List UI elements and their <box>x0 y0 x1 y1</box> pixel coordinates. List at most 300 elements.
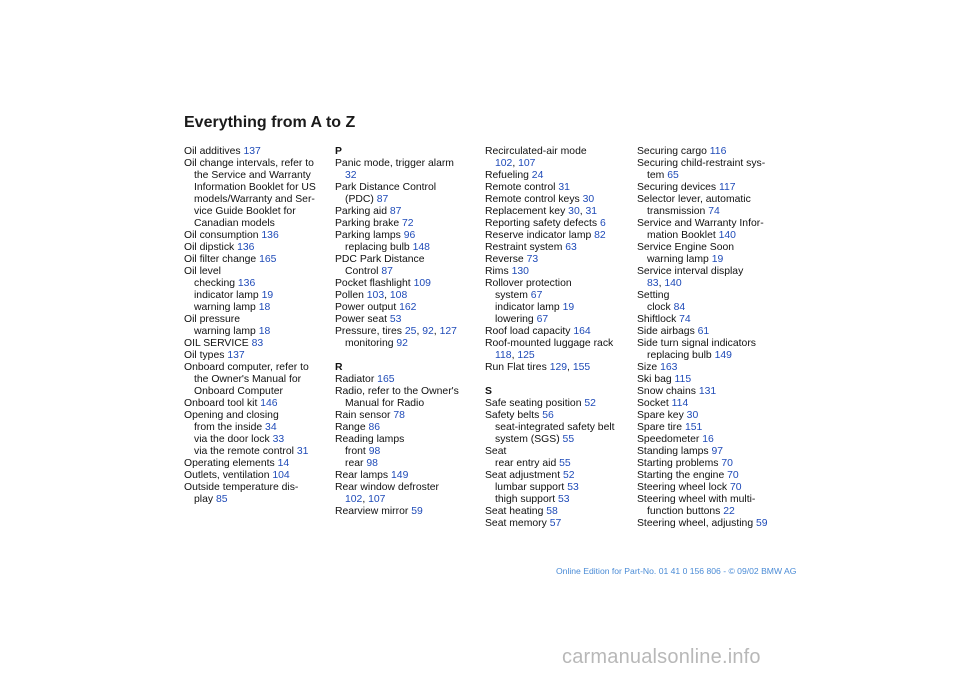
index-term: Seat memory <box>485 518 550 529</box>
index-entry <box>637 386 787 398</box>
page-ref-link[interactable]: 107 <box>518 158 536 169</box>
index-term: warning lamp <box>194 326 259 337</box>
index-entry <box>335 506 485 518</box>
index-term: Ski bag <box>637 374 675 385</box>
page-ref-link[interactable]: 19 <box>711 254 724 265</box>
page-ref-link[interactable]: 103 <box>366 290 385 301</box>
page-ref-link[interactable]: 74 <box>679 314 691 325</box>
index-term: the Service and Warranty <box>194 170 311 181</box>
page-ref-link[interactable]: 52 <box>584 398 596 409</box>
index-subentry <box>637 254 787 266</box>
index-entry <box>637 242 787 254</box>
index-term: Oil additives <box>184 146 244 157</box>
index-entry <box>485 170 635 182</box>
page-ref-link[interactable]: 149 <box>714 350 732 361</box>
index-subentry <box>335 398 485 410</box>
index-entry <box>485 338 635 350</box>
page-ref-separator: , <box>362 494 369 505</box>
index-entry <box>637 458 787 470</box>
page-ref-separator: , <box>512 158 519 169</box>
page-ref-link[interactable]: 137 <box>243 146 261 157</box>
page-ref-link[interactable]: 149 <box>391 470 409 481</box>
index-term: Power seat <box>335 314 390 325</box>
index-term: Operating elements <box>184 458 278 469</box>
page-ref-link[interactable]: 65 <box>667 170 679 181</box>
index-column-1 <box>184 146 334 506</box>
index-term: Setting <box>637 290 670 301</box>
page-ref-link[interactable]: 82 <box>594 230 606 241</box>
page-ref-link[interactable]: 58 <box>546 506 558 517</box>
page-ref-link[interactable]: 164 <box>573 326 591 337</box>
index-term: Oil filter change <box>184 254 260 265</box>
index-term: P <box>335 146 342 157</box>
index-entry <box>184 314 334 326</box>
index-term: the Owner's Manual for <box>194 374 302 385</box>
index-entry <box>184 470 334 482</box>
page-ref-link[interactable]: 151 <box>684 422 703 433</box>
index-term: lumbar support <box>495 482 568 493</box>
index-term: Oil types <box>184 350 228 361</box>
index-term: Service and Warranty Infor- <box>637 218 764 229</box>
page-ref-link[interactable]: 6 <box>599 218 606 229</box>
index-entry <box>335 422 485 434</box>
index-subentry <box>184 182 334 194</box>
page-ref-link[interactable]: 130 <box>511 266 529 277</box>
index-entry <box>335 290 485 302</box>
page-ref-link[interactable]: 86 <box>368 422 381 433</box>
page-ref-link[interactable]: 14 <box>277 458 290 469</box>
index-subentry <box>485 158 635 170</box>
index-entry <box>184 146 334 158</box>
index-entry <box>184 482 334 494</box>
index-entry <box>184 410 334 422</box>
page-ref-link[interactable]: 115 <box>674 374 692 385</box>
index-subentry <box>184 434 334 446</box>
page-ref-link[interactable]: 30 <box>568 206 580 217</box>
index-entry <box>637 470 787 482</box>
index-term: Opening and closing <box>184 410 279 421</box>
index-term: Safety belts <box>485 410 543 421</box>
index-term: Rain sensor <box>335 410 394 421</box>
index-entry <box>335 218 485 230</box>
page-ref-link[interactable]: 148 <box>412 242 430 253</box>
index-term: OIL SERVICE <box>184 338 252 349</box>
page-ref-link[interactable]: 92 <box>422 326 434 337</box>
index-entry <box>637 482 787 494</box>
index-term: Shiftlock <box>637 314 680 325</box>
page-ref-link[interactable]: 16 <box>702 434 714 445</box>
index-subentry <box>335 170 485 182</box>
index-entry <box>184 242 334 254</box>
index-subentry <box>335 194 485 206</box>
page-ref-link[interactable]: 22 <box>723 506 735 517</box>
index-term: Snow chains <box>637 386 699 397</box>
page-ref-link[interactable]: 114 <box>671 398 689 409</box>
index-entry <box>335 410 485 422</box>
page-ref-link[interactable]: 53 <box>567 482 579 493</box>
page-title: Everything from A to Z <box>184 114 356 131</box>
index-spacer <box>485 374 635 386</box>
page-ref-link[interactable]: 31 <box>585 206 598 217</box>
index-term: Recirculated-air mode <box>485 146 587 157</box>
page-ref-separator: , <box>579 206 586 217</box>
page-ref-link[interactable]: 118 <box>495 350 512 361</box>
index-entry <box>637 326 787 338</box>
index-entry <box>184 458 334 470</box>
index-entry <box>335 158 485 170</box>
index-subentry <box>637 350 787 362</box>
page-ref-link[interactable]: 34 <box>265 422 277 433</box>
index-term: indicator lamp <box>495 302 563 313</box>
index-subentry <box>335 338 485 350</box>
index-column-2 <box>335 146 485 518</box>
page-ref-link[interactable]: 102 <box>345 494 363 505</box>
index-subentry <box>637 206 787 218</box>
page-ref-link[interactable]: 67 <box>536 314 549 325</box>
index-term: checking <box>194 278 238 289</box>
page-ref-link[interactable]: 31 <box>296 446 309 457</box>
index-entry <box>485 506 635 518</box>
page-ref-link[interactable]: 165 <box>377 374 395 385</box>
index-subentry <box>637 170 787 182</box>
index-term: Oil pressure <box>184 314 241 325</box>
index-term: Seat <box>485 446 507 457</box>
index-entry <box>335 374 485 386</box>
index-term: Restraint system <box>485 242 566 253</box>
index-subentry <box>184 206 334 218</box>
index-term: Parking lamps <box>335 230 404 241</box>
page-ref-link[interactable]: 131 <box>698 386 717 397</box>
page-ref-link[interactable]: 30 <box>686 410 699 421</box>
index-entry <box>485 146 635 158</box>
page-ref-link[interactable]: 163 <box>660 362 678 373</box>
index-entry <box>335 386 485 398</box>
index-term: system <box>495 290 531 301</box>
index-subentry <box>335 494 485 506</box>
index-term: Remote control keys <box>485 194 583 205</box>
index-entry <box>485 254 635 266</box>
index-entry <box>335 434 485 446</box>
index-entry <box>485 242 635 254</box>
page-ref-link[interactable]: 140 <box>718 230 736 241</box>
index-subentry <box>637 506 787 518</box>
index-term: rear <box>345 458 367 469</box>
page-ref-link[interactable]: 87 <box>389 206 402 217</box>
page-ref-link[interactable]: 63 <box>565 242 577 253</box>
index-entry <box>485 182 635 194</box>
index-term: Spare key <box>637 410 687 421</box>
index-term: Refueling <box>485 170 532 181</box>
index-entry <box>184 338 334 350</box>
index-entry <box>335 470 485 482</box>
index-term: Roof load capacity <box>485 326 574 337</box>
index-entry <box>637 434 787 446</box>
index-subentry <box>335 266 485 278</box>
page-ref-link[interactable]: 83 <box>647 278 659 289</box>
index-entry <box>335 254 485 266</box>
index-entry <box>637 314 787 326</box>
page-ref-link[interactable]: 61 <box>697 326 710 337</box>
index-term: Power output <box>335 302 400 313</box>
index-term: warning lamp <box>194 302 259 313</box>
index-subentry <box>184 494 334 506</box>
index-subentry <box>184 278 334 290</box>
page-ref-link[interactable]: 136 <box>261 230 279 241</box>
index-entry <box>335 482 485 494</box>
page-ref-link[interactable]: 85 <box>215 494 228 505</box>
index-term: front <box>345 446 369 457</box>
index-term: Replacement key <box>485 206 569 217</box>
page-ref-separator: , <box>658 278 665 289</box>
index-term: Service Engine Soon <box>637 242 735 253</box>
index-term: Socket <box>637 398 672 409</box>
index-entry <box>184 398 334 410</box>
index-subentry <box>637 230 787 242</box>
index-term: Pressure, tires <box>335 326 405 337</box>
index-term: play <box>194 494 216 505</box>
index-subentry <box>335 242 485 254</box>
page-ref-link[interactable]: 33 <box>272 434 285 445</box>
index-term: tem <box>647 170 668 181</box>
index-entry <box>485 398 635 410</box>
index-entry <box>637 290 787 302</box>
index-subentry <box>184 290 334 302</box>
index-term: Onboard computer, refer to <box>184 362 309 373</box>
page-ref-link[interactable]: 53 <box>557 494 570 505</box>
page-ref-link[interactable]: 25 <box>404 326 417 337</box>
page-ref-link[interactable]: 55 <box>562 434 575 445</box>
index-subentry <box>485 350 635 362</box>
page-ref-link[interactable]: 73 <box>526 254 539 265</box>
index-entry <box>637 398 787 410</box>
index-subentry <box>184 386 334 398</box>
page-ref-link[interactable]: 52 <box>562 470 575 481</box>
index-term: (PDC) <box>345 194 377 205</box>
page-ref-link[interactable]: 83 <box>251 338 264 349</box>
page-ref-link[interactable]: 70 <box>727 470 739 481</box>
page-ref-link[interactable]: 129 <box>549 362 568 373</box>
page-ref-separator: , <box>384 290 390 301</box>
index-term: vice Guide Booklet for <box>194 206 296 217</box>
page-ref-link[interactable]: 53 <box>389 314 402 325</box>
page-ref-link[interactable]: 140 <box>664 278 682 289</box>
page-ref-link[interactable]: 116 <box>709 146 727 157</box>
index-term: thigh support <box>495 494 558 505</box>
page-ref-link[interactable]: 92 <box>396 338 408 349</box>
index-term: Seat adjustment <box>485 470 563 481</box>
index-term: warning lamp <box>647 254 712 265</box>
page-ref-link[interactable]: 59 <box>411 506 423 517</box>
index-entry <box>637 446 787 458</box>
index-term: R <box>335 362 343 373</box>
index-term: Control <box>345 266 382 277</box>
index-entry <box>485 278 635 290</box>
page-ref-link[interactable]: 78 <box>393 410 405 421</box>
index-term: Outside temperature dis- <box>184 482 299 493</box>
page-ref-link[interactable]: 30 <box>582 194 595 205</box>
index-term: Seat heating <box>485 506 547 517</box>
index-entry <box>637 494 787 506</box>
index-column-4 <box>637 146 787 530</box>
index-term: Safe seating position <box>485 398 585 409</box>
page-ref-link[interactable]: 146 <box>260 398 278 409</box>
index-term: replacing bulb <box>647 350 715 361</box>
index-subentry <box>485 302 635 314</box>
page-ref-link[interactable]: 32 <box>345 170 357 181</box>
index-subentry <box>184 422 334 434</box>
page-ref-link[interactable]: 165 <box>259 254 277 265</box>
page-ref-link[interactable]: 109 <box>413 278 431 289</box>
page-ref-link[interactable]: 87 <box>376 194 389 205</box>
page-ref-link[interactable]: 107 <box>368 494 386 505</box>
index-term: Rear window defroster <box>335 482 439 493</box>
index-term: Securing child-restraint sys- <box>637 158 766 169</box>
page-ref-link[interactable]: 127 <box>439 326 457 337</box>
index-entry <box>485 446 635 458</box>
page-ref-link[interactable]: 136 <box>237 278 256 289</box>
page-ref-link[interactable]: 19 <box>562 302 575 313</box>
page-ref-link[interactable]: 87 <box>381 266 393 277</box>
page-ref-link[interactable]: 67 <box>530 290 543 301</box>
index-entry <box>184 158 334 170</box>
index-term: seat-integrated safety belt <box>495 422 615 433</box>
index-term: replacing bulb <box>345 242 413 253</box>
page-ref-link[interactable]: 56 <box>542 410 554 421</box>
index-entry <box>184 350 334 362</box>
index-subentry <box>184 170 334 182</box>
page-ref-link[interactable]: 104 <box>272 470 290 481</box>
index-entry <box>637 422 787 434</box>
index-subentry <box>184 218 334 230</box>
index-term: Manual for Radio <box>345 398 425 409</box>
index-term: Side turn signal indicators <box>637 338 756 349</box>
page-ref-link[interactable]: 31 <box>558 182 570 193</box>
page-ref-link[interactable]: 155 <box>572 362 591 373</box>
index-term: Remote control <box>485 182 559 193</box>
page-ref-link[interactable]: 97 <box>711 446 724 457</box>
index-entry <box>485 218 635 230</box>
page-ref-link[interactable]: 55 <box>559 458 571 469</box>
index-subentry <box>485 434 635 446</box>
page-ref-link[interactable]: 18 <box>258 326 271 337</box>
page-ref-link[interactable]: 18 <box>258 302 271 313</box>
page-ref-link[interactable]: 59 <box>756 518 768 529</box>
index-subentry <box>637 302 787 314</box>
page-ref-link[interactable]: 57 <box>549 518 562 529</box>
index-term: Information Booklet for US <box>194 182 316 193</box>
index-subentry <box>184 374 334 386</box>
page-ref-link[interactable]: 24 <box>531 170 544 181</box>
index-term: Steering wheel lock <box>637 482 730 493</box>
index-term: Oil dipstick <box>184 242 238 253</box>
index-term: Steering wheel, adjusting <box>637 518 756 529</box>
page-ref-link[interactable]: 72 <box>402 218 414 229</box>
index-term: Rear lamps <box>335 470 392 481</box>
index-letter-heading <box>485 386 635 398</box>
index-subentry <box>335 446 485 458</box>
page-ref-link[interactable]: 19 <box>261 290 274 301</box>
index-column-3 <box>485 146 635 530</box>
index-term: Starting problems <box>637 458 722 469</box>
index-entry <box>335 230 485 242</box>
index-term: Side airbags <box>637 326 698 337</box>
index-subentry <box>637 278 787 290</box>
index-entry <box>637 338 787 350</box>
page-ref-link[interactable]: 84 <box>673 302 686 313</box>
index-term: Pollen <box>335 290 367 301</box>
page-ref-link[interactable]: 70 <box>730 482 742 493</box>
index-term: clock <box>647 302 674 313</box>
index-entry <box>335 278 485 290</box>
index-entry <box>637 194 787 206</box>
index-term: rear entry aid <box>495 458 560 469</box>
index-term: Run Flat tires <box>485 362 550 373</box>
index-term: via the remote control <box>194 446 297 457</box>
page-ref-link[interactable]: 136 <box>237 242 255 253</box>
index-subentry <box>485 290 635 302</box>
page-ref-link[interactable]: 117 <box>719 182 736 193</box>
page-ref-separator: , <box>416 326 423 337</box>
index-term: Range <box>335 422 369 433</box>
index-term: Onboard tool kit <box>184 398 261 409</box>
index-term: Securing devices <box>637 182 720 193</box>
index-term: mation Booklet <box>647 230 719 241</box>
index-term: transmission <box>647 206 709 217</box>
page-ref-link[interactable]: 102 <box>495 158 513 169</box>
page-ref-link[interactable]: 98 <box>366 458 378 469</box>
page-ref-link[interactable]: 70 <box>721 458 733 469</box>
index-term: Pocket flashlight <box>335 278 414 289</box>
index-term: lowering <box>495 314 537 325</box>
index-entry <box>335 326 485 338</box>
index-entry <box>637 182 787 194</box>
page-ref-separator: , <box>567 362 573 373</box>
index-subentry <box>485 458 635 470</box>
index-entry <box>184 230 334 242</box>
index-term: Rims <box>485 266 512 277</box>
index-subentry <box>184 326 334 338</box>
index-subentry <box>485 314 635 326</box>
page-ref-link[interactable]: 162 <box>399 302 417 313</box>
page-ref-link[interactable]: 96 <box>403 230 416 241</box>
page-ref-link[interactable]: 74 <box>708 206 720 217</box>
page-ref-link[interactable]: 98 <box>368 446 381 457</box>
index-term: Rollover protection <box>485 278 572 289</box>
index-spacer <box>335 350 485 362</box>
index-subentry <box>335 458 485 470</box>
page-ref-link[interactable]: 137 <box>227 350 245 361</box>
page-ref-link[interactable]: 125 <box>517 350 535 361</box>
index-entry <box>184 254 334 266</box>
index-entry <box>485 362 635 374</box>
index-entry <box>485 266 635 278</box>
index-subentry <box>485 494 635 506</box>
index-letter-heading <box>335 146 485 158</box>
index-term: Speedometer <box>637 434 703 445</box>
index-term: Park Distance Control <box>335 182 437 193</box>
index-term: Parking brake <box>335 218 402 229</box>
index-term: Selector lever, automatic <box>637 194 751 205</box>
index-term: Onboard Computer <box>194 386 283 397</box>
index-term: system (SGS) <box>495 434 563 445</box>
index-term: function buttons <box>647 506 724 517</box>
page-ref-link[interactable]: 108 <box>389 290 408 301</box>
index-entry <box>637 410 787 422</box>
index-entry <box>485 518 635 530</box>
index-term: Oil level <box>184 266 221 277</box>
index-term: Oil change intervals, refer to <box>184 158 314 169</box>
index-entry <box>184 266 334 278</box>
